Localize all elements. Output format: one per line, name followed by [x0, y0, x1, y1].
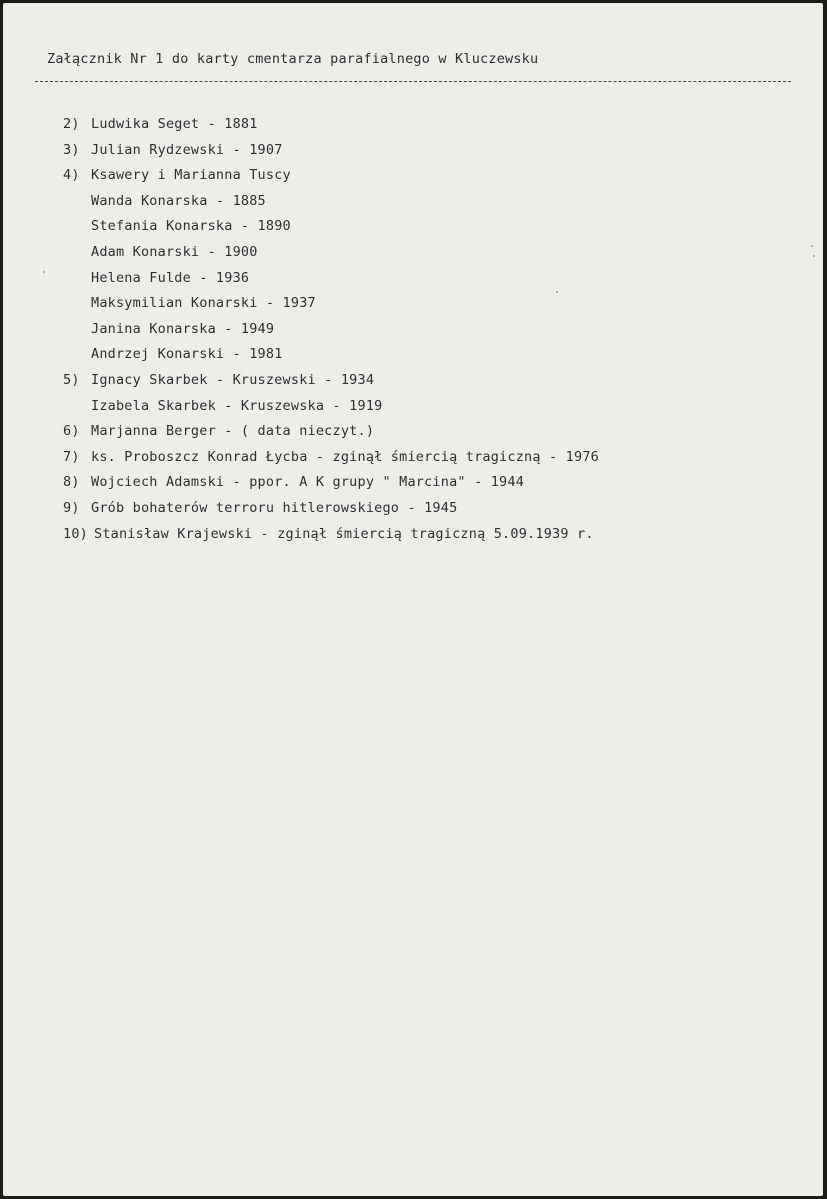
list-item	[63, 269, 599, 295]
paper-speck	[811, 245, 813, 247]
entry-text: Janina Konarska - 1949	[91, 320, 275, 337]
entry-number	[63, 294, 91, 320]
entry-text: Ksawery i Marianna Tuscy	[91, 167, 291, 184]
entry-number	[63, 397, 91, 423]
list-item	[63, 141, 599, 167]
entry-number: 4)	[63, 167, 80, 184]
entry-text: Grób bohaterów terroru hitlerowskiego - 1945	[91, 499, 458, 516]
entry-number: 5)	[63, 371, 80, 388]
list-item	[63, 499, 599, 525]
list-item	[63, 525, 599, 551]
entry-number: 2)	[63, 116, 80, 132]
entry-text: ks. Proboszcz Konrad Łycba - zginął śmiercią tragiczną - 1976	[91, 448, 599, 465]
entry-number: 6)	[63, 423, 80, 440]
list-item	[63, 473, 599, 499]
paper-speck	[556, 291, 558, 293]
list-item	[63, 422, 599, 448]
entry-number	[63, 320, 91, 346]
list-item	[63, 166, 599, 192]
entry-text: Wanda Konarska - 1885	[91, 192, 266, 209]
entry-text: Izabela Skarbek - Kruszewska - 1919	[91, 397, 383, 414]
entry-number: 8)	[63, 474, 80, 491]
list-item	[63, 217, 599, 243]
entry-text: Stanisław Krajewski - zginął śmiercią tragiczną 5.09.1939 r.	[94, 525, 594, 542]
list-item	[63, 448, 599, 474]
entry-text: Marjanna Berger - ( data nieczyt.)	[91, 423, 375, 440]
entry-number: 9)	[63, 499, 80, 516]
list-item	[63, 192, 599, 218]
entry-number: 7)	[63, 448, 80, 465]
list-item	[63, 243, 599, 269]
entry-number	[63, 269, 91, 295]
entry-text: Stefania Konarska - 1890	[91, 218, 291, 235]
entry-text: Adam Konarski - 1900	[91, 243, 258, 260]
paper-speck	[813, 255, 815, 257]
entry-number: 10)	[63, 525, 88, 542]
entry-text: Wojciech Adamski - ppor. A K grupy " Marcina" - 1944	[91, 474, 525, 491]
entry-text: Ludwika Seget - 1881	[91, 116, 258, 132]
entry-text: Julian Rydzewski - 1907	[91, 141, 283, 158]
document-header: Załącznik Nr 1 do karty cmentarza parafialnego w Kluczewsku	[47, 51, 539, 67]
entry-text: Helena Fulde - 1936	[91, 269, 250, 286]
document-page	[3, 3, 823, 1196]
list-item	[63, 397, 599, 423]
list-item	[63, 345, 599, 371]
burial-list	[63, 115, 599, 550]
dashed-divider	[35, 81, 791, 82]
entry-number	[63, 217, 91, 243]
entry-number	[63, 192, 91, 218]
entry-number: 3)	[63, 141, 80, 158]
entry-number	[63, 243, 91, 269]
list-item	[63, 371, 599, 397]
list-item	[63, 320, 599, 346]
entry-number	[63, 345, 91, 371]
entry-text: Andrzej Konarski - 1981	[91, 346, 283, 363]
entry-text: Ignacy Skarbek - Kruszewski - 1934	[91, 371, 375, 388]
paper-speck	[43, 271, 45, 273]
list-item	[63, 294, 599, 320]
list-item	[63, 115, 599, 141]
entry-text: Maksymilian Konarski - 1937	[91, 295, 316, 312]
